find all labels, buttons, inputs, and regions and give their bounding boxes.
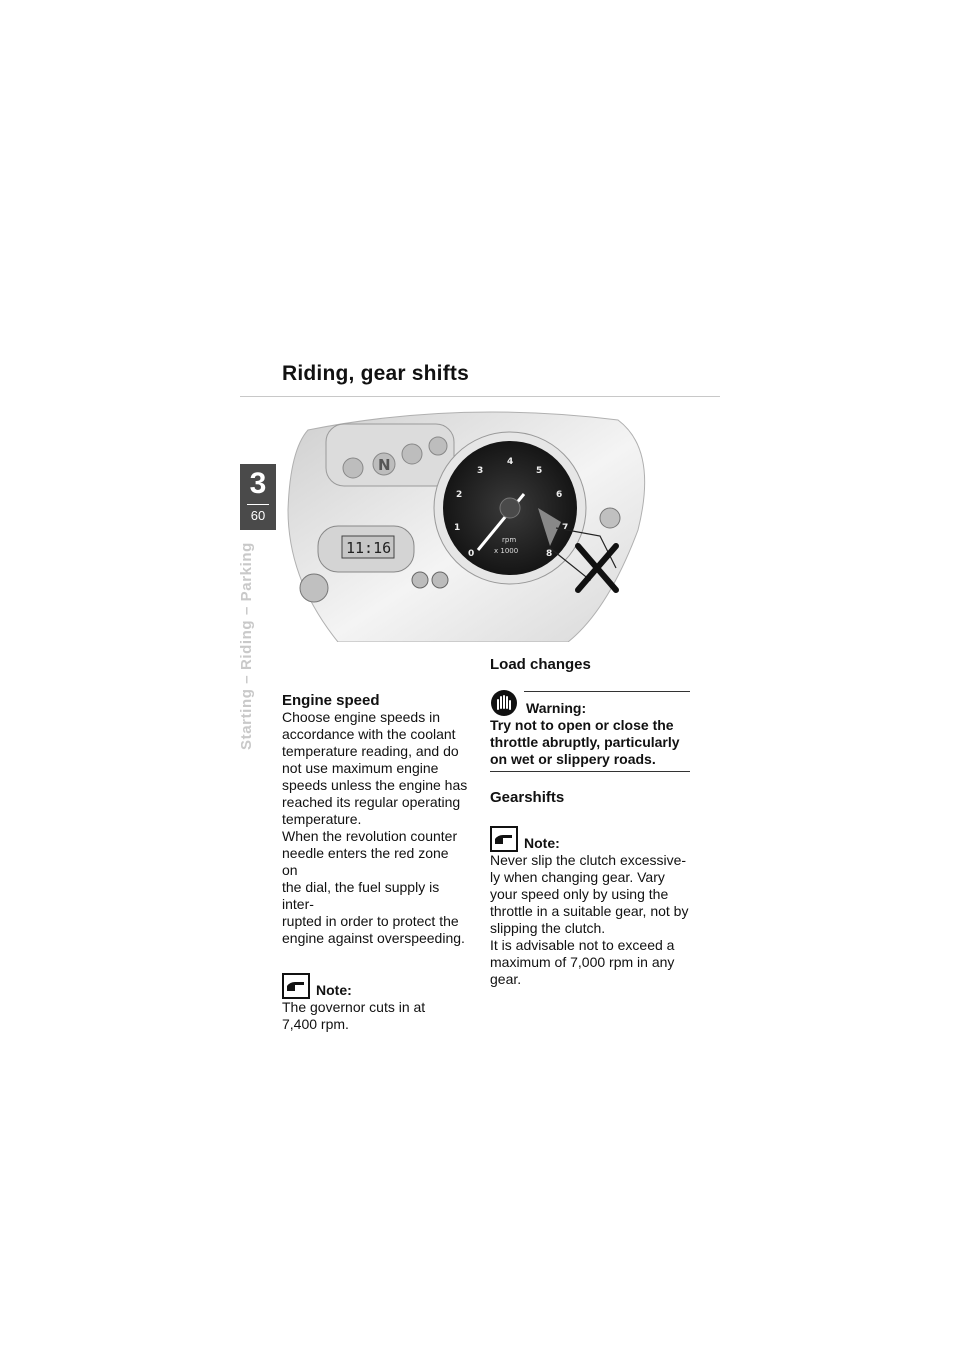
dial-number-2: 2 <box>456 490 463 500</box>
note-line: your speed only by using the <box>490 886 669 902</box>
fuel-warning-light <box>343 458 363 478</box>
note-line: gear. <box>490 971 522 987</box>
note-icon <box>490 826 518 852</box>
gearshift-note <box>490 826 690 988</box>
right-knob <box>600 508 620 528</box>
dial-number-3: 3 <box>477 466 484 476</box>
body-line: reached its regular operating <box>282 794 461 810</box>
body-line: speeds unless the engine has <box>282 777 468 793</box>
body-line: Choose engine speeds in <box>282 709 441 725</box>
body-line: temperature. <box>282 811 362 827</box>
warning-rule-top <box>524 691 690 692</box>
body-line: When the revolution counter <box>282 828 458 844</box>
needle-hub <box>500 498 520 518</box>
warning-hand-icon <box>490 689 518 717</box>
note-line: Never slip the clutch excessive- <box>490 852 687 868</box>
body-line: the dial, the fuel supply is inter- <box>282 879 440 912</box>
button-left <box>412 572 428 588</box>
note-line: ly when changing gear. Vary <box>490 869 665 885</box>
page-title: Riding, gear shifts <box>282 362 469 385</box>
dial-unit-rpm: rpm <box>502 536 517 544</box>
warning-box <box>490 689 690 772</box>
load-changes-heading: Load changes <box>490 656 591 673</box>
note-line: maximum of 7,000 rpm in any <box>490 954 675 970</box>
dial-number-8: 8 <box>546 549 553 559</box>
engine-speed-text <box>282 709 468 947</box>
neutral-letter: N <box>378 456 391 474</box>
warning-line: Try not to open or close the <box>490 717 674 733</box>
page-number: 60 <box>250 508 266 523</box>
body-line: temperature reading, and do <box>282 743 459 759</box>
dial-number-5: 5 <box>536 466 543 476</box>
dial-number-0: 0 <box>468 549 475 559</box>
engine-speed-heading: Engine speed <box>282 692 380 709</box>
dial-number-6: 6 <box>556 490 563 500</box>
dial-number-7: 7 <box>562 523 569 533</box>
chapter-number: 3 <box>249 467 267 500</box>
engine-note <box>282 973 468 1033</box>
dial-number-4: 4 <box>507 457 514 467</box>
note-line: It is advisable not to exceed a <box>490 937 675 953</box>
gearshifts-heading: Gearshifts <box>490 789 565 806</box>
title-rule <box>240 396 720 397</box>
body-line: accordance with the coolant <box>282 726 456 742</box>
body-line: not use maximum engine <box>282 760 439 776</box>
note-line: The governor cuts in at <box>282 999 426 1015</box>
oil-warning-light <box>402 444 422 464</box>
button-right <box>432 572 448 588</box>
left-column <box>282 692 468 1033</box>
right-column <box>490 656 690 988</box>
note-label: Note: <box>524 835 560 851</box>
note-icon <box>282 973 310 999</box>
warning-label: Warning: <box>526 700 587 716</box>
note-label: Note: <box>316 982 352 998</box>
left-knob <box>300 574 328 602</box>
note-line: slipping the clutch. <box>490 920 606 936</box>
warning-rule-bottom <box>490 771 690 772</box>
dial-unit-multiplier: x 1000 <box>494 547 519 555</box>
body-line: rupted in order to protect the <box>282 913 459 929</box>
note-line: 7,400 rpm. <box>282 1016 349 1032</box>
body-line: engine against overspeeding. <box>282 930 465 946</box>
temp-warning-light <box>429 437 447 455</box>
body-line: needle enters the red zone on <box>282 845 449 878</box>
dial-number-1: 1 <box>454 523 461 533</box>
clock-time: 11:16 <box>346 539 392 557</box>
warning-line: on wet or slippery roads. <box>490 751 656 767</box>
note-line: throttle in a suitable gear, not by <box>490 903 689 919</box>
chapter-tab <box>240 464 276 530</box>
warning-line: throttle abruptly, particularly <box>490 734 680 750</box>
section-side-label: Starting – Riding – Parking <box>238 542 255 750</box>
instrument-cluster-illustration <box>278 410 678 642</box>
